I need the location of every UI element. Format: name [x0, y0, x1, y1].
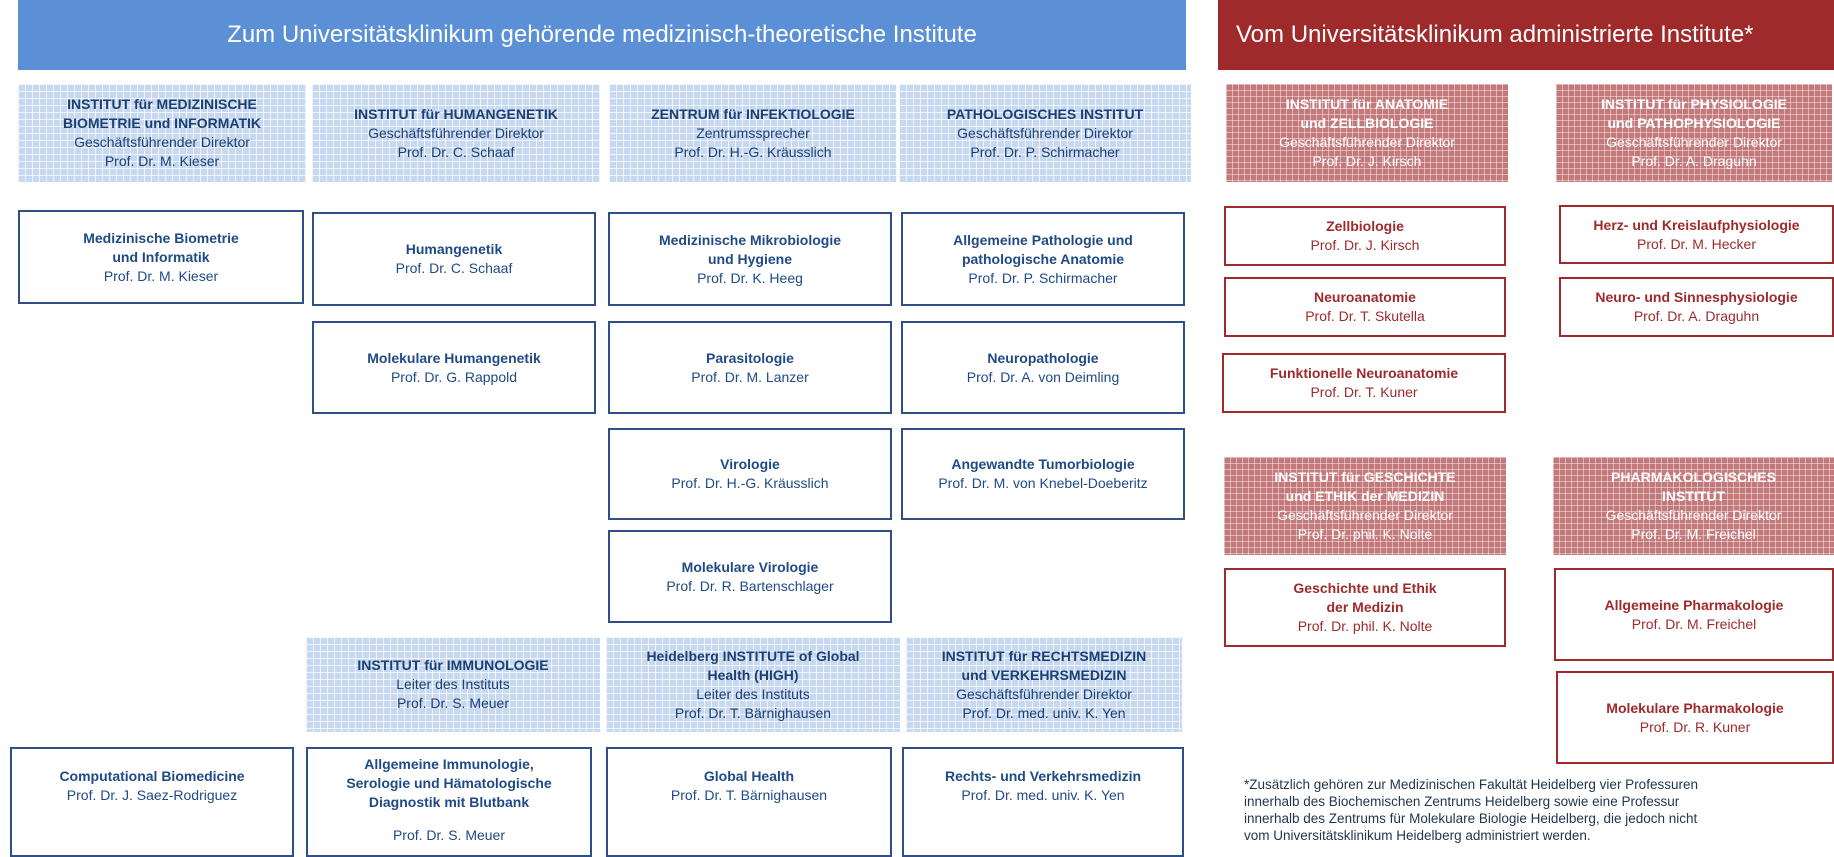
header-title: ZENTRUM für INFEKTIOLOGIE: [651, 105, 855, 122]
unit-title: Diagnostik mit Blutbank: [368, 794, 530, 810]
unit-neuropathologie: [901, 321, 1185, 414]
unit-title: Global Health: [703, 768, 795, 784]
header-role: Geschäftsführender Direktor: [1279, 134, 1455, 150]
header-role: Zentrumssprecher: [696, 124, 810, 141]
header-role: Geschäftsführender Direktor: [74, 134, 250, 150]
header-biometrie: [18, 84, 306, 182]
unit-molekulare-pharmakologie: [1556, 671, 1834, 764]
unit-title: und Hygiene: [707, 250, 792, 267]
unit-geschichte-ethik: [1224, 568, 1506, 647]
footnote-line: innerhalb des Zentrums für Molekulare Biologie Heidelberg, die jedoch nicht: [1244, 811, 1698, 826]
header-pharmakologie: [1553, 457, 1834, 555]
unit-title: Molekulare Humangenetik: [367, 349, 541, 366]
unit-title: Computational Biomedicine: [59, 768, 245, 784]
header-infektiologie: [609, 84, 897, 182]
unit-allgemeine-pathologie: [901, 212, 1185, 306]
unit-immunologie: [306, 747, 592, 857]
unit-title: Allgemeine Pharmakologie: [1604, 596, 1784, 613]
unit-person: Prof. Dr. R. Kuner: [1639, 718, 1751, 735]
unit-biometrie: [18, 210, 304, 304]
unit-title: Molekulare Pharmakologie: [1606, 699, 1784, 716]
unit-title: Neuro- und Sinnesphysiologie: [1595, 289, 1798, 305]
header-role: Geschäftsführender Direktor: [1277, 507, 1453, 523]
unit-rechtsmedizin: [902, 747, 1184, 857]
unit-person: Prof. Dr. K. Heeg: [697, 269, 803, 286]
header-pathologie: [899, 84, 1191, 182]
unit-allgemeine-pharmakologie: [1554, 568, 1834, 661]
footnote-line: innerhalb des Biochemischen Zentrums Heidelberg sowie eine Professur: [1244, 794, 1680, 809]
unit-title: und Informatik: [112, 248, 210, 265]
unit-title: Parasitologie: [706, 349, 794, 366]
header-person: Prof. Dr. med. univ. K. Yen: [962, 704, 1126, 721]
footnote-line: vom Universitätsklinikum Heidelberg administriert werden.: [1244, 828, 1591, 843]
header-role: Leiter des Instituts: [396, 676, 510, 692]
unit-global-health: [606, 747, 892, 857]
unit-person: Prof. Dr. M. Kieser: [103, 267, 219, 284]
unit-tumorbiologie: [901, 428, 1185, 520]
unit-title: Molekulare Virologie: [681, 558, 819, 575]
unit-humangenetik: [312, 212, 596, 306]
header-title: und VERKEHRSMEDIZIN: [961, 666, 1127, 683]
unit-molekulare-humangenetik: [312, 321, 596, 414]
header-title: und ETHIK der MEDIZIN: [1285, 488, 1445, 504]
unit-title: Zellbiologie: [1326, 218, 1404, 234]
unit-molekulare-virologie: [608, 530, 892, 623]
header-role: Geschäftsführender Direktor: [1606, 134, 1782, 150]
header-anatomie: [1226, 84, 1508, 182]
unit-virologie: [608, 428, 892, 520]
unit-computational-biomedicine: [10, 747, 294, 857]
header-person: Prof. Dr. phil. K. Nolte: [1297, 526, 1433, 542]
banner-administered-institutes: Vom Universitätsklinikum administrierte Institute*: [1218, 0, 1834, 70]
unit-parasitologie: [608, 321, 892, 414]
header-title: INSTITUT für MEDIZINISCHE: [67, 96, 257, 112]
header-title: und ZELLBIOLOGIE: [1300, 115, 1434, 131]
unit-person: Prof. Dr. R. Bartenschlager: [666, 577, 834, 594]
unit-title: Virologie: [720, 456, 780, 472]
footnote: [1244, 776, 1824, 844]
header-title: und PATHOPHYSIOLOGIE: [1607, 115, 1781, 131]
unit-person: Prof. Dr. phil. K. Nolte: [1297, 618, 1433, 634]
header-title: INSTITUT: [1662, 488, 1725, 504]
banner-medical-theoretical-institutes: Zum Universitätsklinikum gehörende medizinisch-theoretische Institute: [18, 0, 1186, 70]
unit-title: Humangenetik: [405, 241, 503, 257]
header-person: Prof. Dr. M. Freichel: [1631, 526, 1756, 542]
header-role: Geschäftsführender Direktor: [368, 124, 544, 141]
header-role: Geschäftsführender Direktor: [956, 685, 1132, 702]
unit-title: der Medizin: [1326, 599, 1404, 615]
unit-kreislaufphysiologie: [1559, 205, 1834, 264]
header-title: INSTITUT für HUMANGENETIK: [354, 105, 558, 122]
header-immunologie: [306, 637, 600, 732]
header-title: Health (HIGH): [707, 666, 799, 683]
header-title: INSTITUT für IMMUNOLOGIE: [357, 657, 549, 673]
unit-title: Medizinische Biometrie: [83, 229, 239, 246]
header-person: Prof. Dr. T. Bärnighausen: [674, 704, 832, 721]
unit-person: Prof. Dr. med. univ. K. Yen: [961, 787, 1125, 803]
unit-title: Rechts- und Verkehrsmedizin: [944, 768, 1142, 784]
header-role: Leiter des Instituts: [696, 685, 810, 702]
unit-person: Prof. Dr. J. Kirsch: [1310, 237, 1420, 253]
unit-title: pathologische Anatomie: [961, 250, 1125, 267]
unit-title: Angewandte Tumorbiologie: [951, 456, 1135, 472]
unit-person: Prof. Dr. M. von Knebel-Doeberitz: [938, 475, 1148, 491]
unit-person: Prof. Dr. M. Hecker: [1636, 235, 1757, 252]
unit-zellbiologie: [1224, 206, 1506, 266]
header-title: INSTITUT für ANATOMIE: [1285, 96, 1449, 112]
unit-person: Prof. Dr. T. Skutella: [1305, 308, 1425, 324]
header-person: Prof. Dr. J. Kirsch: [1312, 153, 1422, 169]
unit-person: Prof. Dr. H.-G. Kräusslich: [671, 475, 829, 491]
unit-person: Prof. Dr. T. Bärnighausen: [670, 787, 828, 803]
header-rechtsmedizin: [906, 637, 1182, 732]
unit-person: Prof. Dr. A. von Deimling: [966, 368, 1120, 385]
unit-person: Prof. Dr. S. Meuer: [392, 827, 506, 843]
unit-neuroanatomie: [1224, 277, 1506, 337]
unit-person: Prof. Dr. M. Freichel: [1631, 615, 1757, 632]
header-physiologie: [1556, 84, 1832, 182]
header-person: Prof. Dr. S. Meuer: [396, 695, 510, 711]
unit-title: Neuroanatomie: [1314, 289, 1416, 305]
unit-title: Serologie und Hämatologische: [346, 775, 552, 791]
unit-person: Prof. Dr. C. Schaaf: [395, 260, 513, 276]
unit-mikrobiologie: [608, 212, 892, 306]
header-title: BIOMETRIE und INFORMATIK: [62, 115, 262, 131]
header-role: Geschäftsführender Direktor: [957, 124, 1133, 141]
unit-funktionelle-neuroanatomie: [1222, 353, 1506, 413]
header-person: Prof. Dr. A. Draguhn: [1631, 153, 1757, 169]
unit-title: Geschichte und Ethik: [1293, 580, 1437, 596]
unit-person: Prof. Dr. A. Draguhn: [1633, 308, 1760, 324]
unit-person: Prof. Dr. G. Rappold: [390, 368, 518, 385]
unit-title: Medizinische Mikrobiologie: [658, 231, 842, 248]
header-global-health: [606, 637, 900, 732]
unit-title: Allgemeine Immunologie,: [364, 756, 534, 772]
header-title: INSTITUT für PHYSIOLOGIE: [1601, 96, 1787, 112]
header-person: Prof. Dr. H.-G. Kräusslich: [674, 143, 832, 160]
header-title: INSTITUT für GESCHICHTE: [1274, 469, 1456, 485]
header-person: Prof. Dr. C. Schaaf: [397, 143, 515, 160]
unit-title: Funktionelle Neuroanatomie: [1269, 365, 1459, 381]
header-geschichte: [1224, 457, 1506, 555]
header-title: PHARMAKOLOGISCHES: [1611, 469, 1776, 485]
unit-sinnesphysiologie: [1559, 277, 1834, 337]
header-title: PATHOLOGISCHES INSTITUT: [946, 105, 1144, 122]
header-humangenetik: [312, 84, 600, 182]
header-role: Geschäftsführender Direktor: [1605, 507, 1782, 523]
header-title: Heidelberg INSTITUTE of Global: [646, 647, 860, 664]
unit-person: Prof. Dr. T. Kuner: [1310, 384, 1418, 400]
unit-person: Prof. Dr. P. Schirmacher: [968, 269, 1118, 286]
unit-person: Prof. Dr. M. Lanzer: [691, 368, 809, 385]
unit-person: Prof. Dr. J. Saez-Rodriguez: [66, 787, 238, 803]
header-title: INSTITUT für RECHTSMEDIZIN: [941, 647, 1147, 664]
header-person: Prof. Dr. M. Kieser: [104, 153, 220, 169]
header-person: Prof. Dr. P. Schirmacher: [970, 143, 1120, 160]
footnote-line: *Zusätzlich gehören zur Medizinischen Fakultät Heidelberg vier Professuren: [1244, 777, 1698, 792]
unit-title: Allgemeine Pathologie und: [953, 231, 1133, 248]
unit-title: Herz- und Kreislaufphysiologie: [1593, 216, 1800, 233]
unit-title: Neuropathologie: [987, 349, 1099, 366]
